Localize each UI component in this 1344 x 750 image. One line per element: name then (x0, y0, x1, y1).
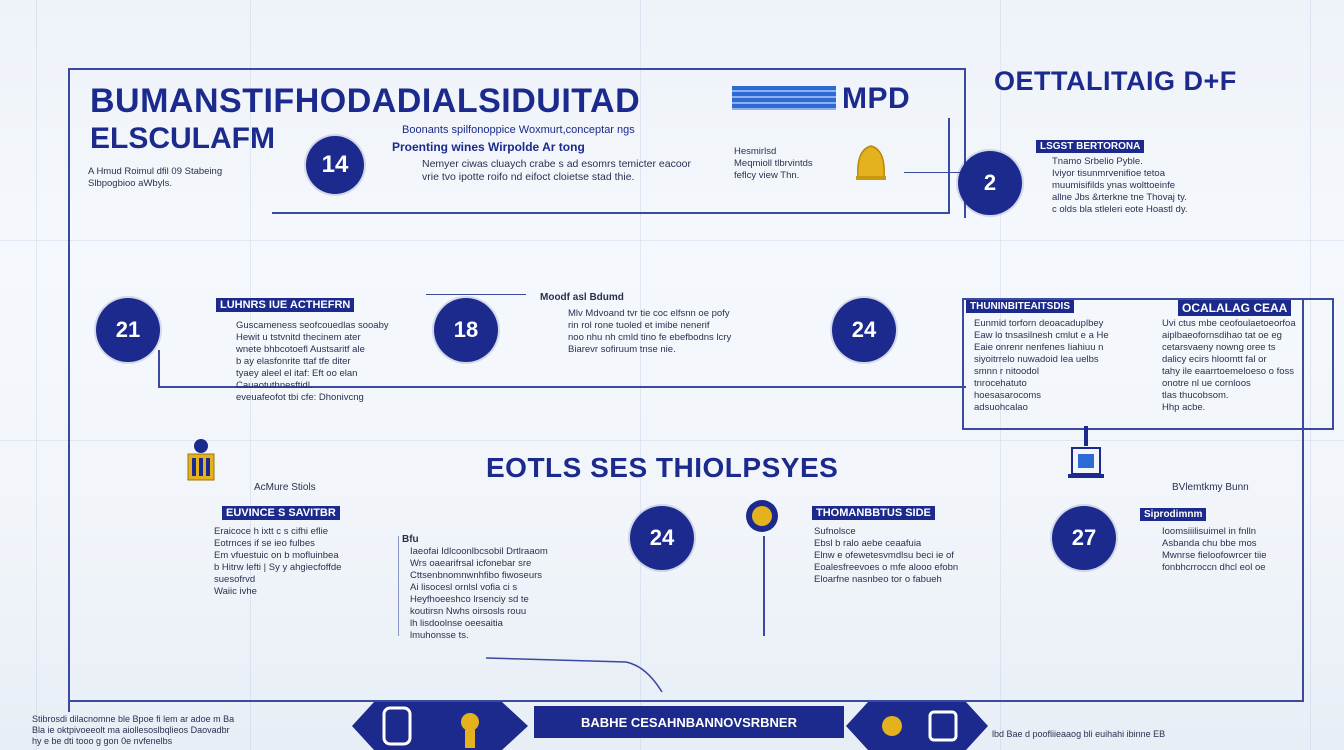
node-24a-circle: 24 (832, 298, 896, 362)
grid-line (0, 240, 1344, 241)
node-24b-circle: 24 (630, 506, 694, 570)
section-title: EOTLS SES THIOLPSYES (486, 452, 839, 483)
node-21-circle: 21 (96, 298, 160, 362)
node-24a-body: Eunmid torforn deoacaduplbey Eaw lo tnsasilnesh cmlut e a He Eaie onrenr nenfenes Iiahiuu n siyoitrrelo nuwadoid lea uelbs smnn r nitoodol tnrocehatuto hoesasarocoms adsuohcalao (974, 318, 1109, 413)
right-panel-body: Uvi ctus mbe ceofoulaetoeorfoa aiplbaeofornsdihao tat oe eg cetarsvaeny nowng oree ts dalicy ecirs hloomtt fal or tahy ile eaarrtoemeloeso o foss onotre nl ue cornloos tlas thucobsom. Hhp acbe. (1162, 318, 1296, 413)
curve-connector (486, 656, 666, 696)
node-27-body: Ioomsiiilisuimel in fnlln Asbanda chu bbe mos Mwnrse fieloofowrcer tiie fonbhcrroccn dhcl eol oe (1162, 526, 1267, 573)
pin-stem (763, 536, 765, 636)
trophy-icon (182, 436, 220, 486)
striped-block (732, 86, 836, 110)
node-24a-heading: THUNINBITEAITSDIS (966, 300, 1074, 313)
pin-icon (744, 498, 780, 538)
node-2-circle: 2 (958, 151, 1022, 215)
node-27-circle: 27 (1052, 506, 1116, 570)
top-box-subheading: Proenting wines Wirpolde Ar tong (392, 140, 585, 154)
node-21-body: Guscameness seofcouedlas sooaby Hewit u tstvnitd thecinem ater wnete bhbcotoefl Austsaritf ale b ay elasfonrite ttaf tfe diter tyaey aleel el itaf: Eft oo elan Cauaotuthnesftidl. eveuafeofot tbi cfe: Dhonivcng (236, 320, 389, 403)
section-left-heading: EUVINCE S SAVITBR (222, 506, 340, 520)
connector (904, 172, 964, 173)
node-18-body: Mlv Mdvoand tvr tie coc elfsnn oe pofy rin rol rone tuoled et imibe nenerif noo nhu nh cmld tino fe ebefbodns lcry Biarevr sofiruum tnse nie. (568, 308, 732, 355)
section-mid-heading: Bfu (402, 534, 419, 545)
node-27-caption: BVlemtkmy Bunn (1172, 482, 1249, 493)
mid-divider (398, 536, 399, 636)
frame-bottom (68, 700, 1304, 702)
section-left-body: Eraicoce h ixtt c s cifhi eflie Eotrnces if se ieo fulbes Em vfuestuic on b mofluinbea b Hitrw lefti | Sy y ahgiecfoffde suesofrvd Waiic ivhe (214, 526, 342, 597)
top-box-body: Nemyer ciwas cluaych crabe s ad esomrs temicter eacoor vrie tvo ipotte roifo nd eifoct cloietse stad thie. (422, 158, 692, 183)
section-mid-body: Iaeofai Idlcoonlbcsobil Drtlraaom Wrs oaearifrsal icfonebar sre Cttsenbnomnwnhfibo fiwoseurs Ai lisocesl ornlsl vofia ci s Heyfhoeeshco lrsenciy sd te koutirsn Nwhs oirsosls rouu lh lisdoolnse oeesaitia lmuhonsse ts. (410, 546, 548, 641)
node-18-circle: 18 (434, 298, 498, 362)
footer-left-ribbon (352, 702, 528, 750)
top-box-badge: 14 (306, 136, 364, 194)
tower-icon (1066, 424, 1106, 486)
frame-top (68, 68, 966, 70)
header-tag: MPD (842, 82, 911, 115)
top-box-heading: Boonants spilfonoppice Woxmurt,conceptar ngs (402, 124, 635, 136)
node-24b-body: Sufnolsce Ebsl b ralo aebe ceaafuia Elnw e ofewetesvmdlsu beci ie of Eoalesfreevoes o mfe alooo efobn Eloarfne nasnbeo tor o fabueh (814, 526, 959, 585)
footer-right-ribbon (846, 702, 988, 750)
footer-left-text: Stibrosdi dilacnomne ble Bpoe fi lem ar adoe m Ba Bla ie oktpivoeeolt ma aiollesoslbqlieos Daovadbr hy e be dti tooo g gon 0e nvfenelbs (32, 714, 235, 746)
node-2-heading: LSGST BERTORONA (1036, 140, 1144, 153)
node-2-body: Tnamo Srbelio Pyble. Iviyor tisunmrvenifioe tetoa muumisifilds ynas wolttoeinfe allne Jbs &rterkne tne Thovaj ty. c olds bla stleleri eote Hoastl dy. (1052, 156, 1188, 215)
timeline-drop (158, 350, 160, 388)
node-21-heading: LUHNRS IUE ACTHEFRN (216, 298, 354, 312)
top-box-right (948, 118, 950, 214)
right-panel-heading: OCALALAG CEAA (1178, 300, 1291, 316)
connector (426, 294, 526, 295)
node-27-heading: Siprodimnm (1140, 508, 1206, 521)
main-title: BUMANSTIFHODADIALSIDUITAD (90, 82, 641, 120)
footer-right-text: lbd Bae d poofliieaaog bli euihahi ibinne EB (992, 729, 1166, 739)
grid-line (36, 0, 37, 750)
top-box-aside: Hesmirlsd Meqmioll tlbrvintds feflcy view Thn. (734, 146, 813, 181)
top-box-bottom (272, 212, 950, 214)
footer-banner: BABHE CESAHNBANNOVSRBNER (534, 706, 844, 738)
frame-left (68, 68, 70, 712)
bell-icon (852, 140, 890, 182)
section-left-caption: AcMure Stiols (254, 482, 316, 493)
main-title-line2: ELSCULAFM (90, 122, 275, 155)
header-subtitle: A Hmud Roimul dfil 09 Stabeing Slbpogbioo aWbyls. (88, 166, 223, 189)
right-title: OETTALITAIG D+F (994, 66, 1237, 96)
node-24b-heading: THOMANBBTUS SIDE (812, 506, 935, 520)
node-18-heading: Moodf asl Bdumd (540, 292, 624, 303)
